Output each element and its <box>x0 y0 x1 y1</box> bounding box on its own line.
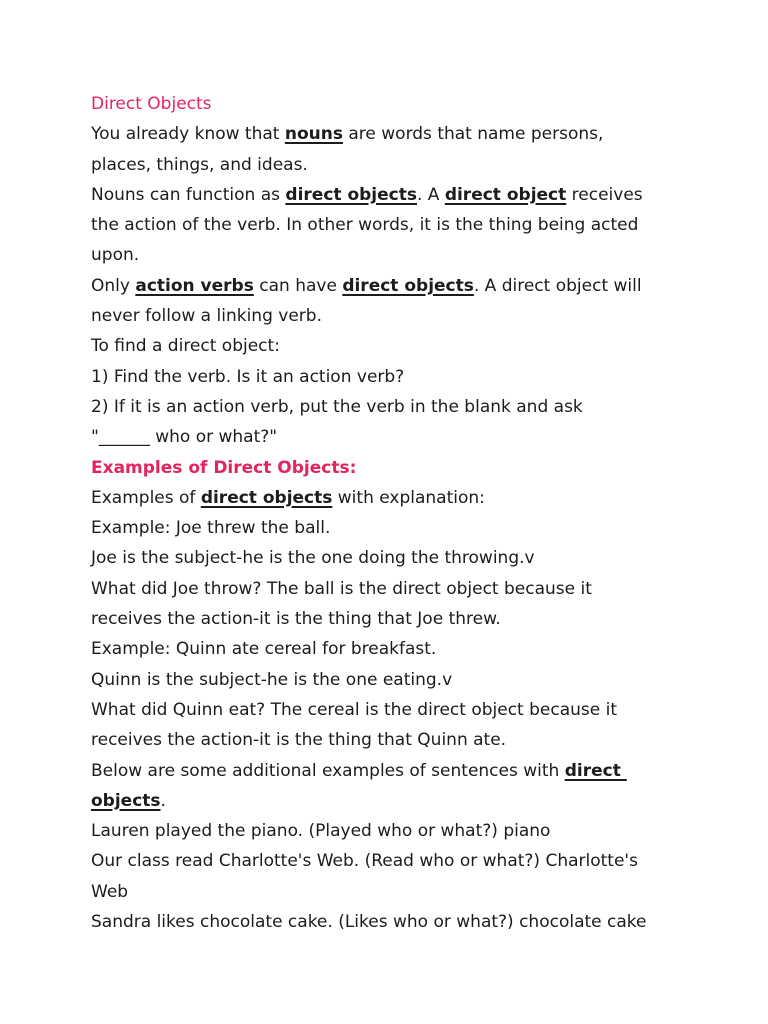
key-term: direct <box>564 760 627 781</box>
text-run: Our class read Charlotte's Web. (Read who or what?) Charlotte's <box>91 851 638 872</box>
text-run: Nouns can function as <box>91 184 286 205</box>
text-run: receives <box>566 184 643 205</box>
text-line <box>91 119 691 149</box>
text-run: "______ who or what?" <box>91 427 278 448</box>
text-run: Example: Joe threw the ball. <box>91 518 331 539</box>
text-line <box>91 756 691 786</box>
text-run: You already know that <box>91 124 285 145</box>
text-run: Only <box>91 275 136 296</box>
text-run: the action of the verb. In other words, it is the thing being acted <box>91 215 639 236</box>
text-line <box>91 180 691 210</box>
text-line <box>91 362 691 392</box>
document-text <box>91 119 691 937</box>
key-term: direct object <box>444 184 567 205</box>
text-run: can have <box>253 275 343 296</box>
text-run: Web <box>91 881 129 902</box>
text-line <box>91 271 691 301</box>
text-run: 1) Find the verb. Is it an action verb? <box>91 366 405 387</box>
key-term: direct objects <box>285 184 417 205</box>
text-run: Lauren played the piano. (Played who or what?) piano <box>91 821 551 842</box>
document-body <box>91 89 691 937</box>
text-run: Example: Quinn ate cereal for breakfast. <box>91 639 437 660</box>
page-title: Direct Objects <box>91 94 212 114</box>
text-line <box>91 786 691 816</box>
section-heading-text: Examples of Direct Objects: <box>91 457 357 478</box>
key-term: objects <box>91 790 161 811</box>
text-run: Joe is the subject-he is the one doing the throwing.v <box>91 548 535 569</box>
text-line <box>91 665 691 695</box>
text-run: . A <box>416 184 445 205</box>
text-run: receives the action-it is the thing that Quinn ate. <box>91 730 507 751</box>
text-run: are words that name persons, <box>342 124 604 145</box>
text-line <box>91 725 691 755</box>
text-run: What did Quinn eat? The cereal is the direct object because it <box>91 699 618 720</box>
text-run: . <box>160 790 166 811</box>
text-run: places, things, and ideas. <box>91 154 308 175</box>
text-run: Examples of <box>91 487 201 508</box>
text-run: What did Joe throw? The ball is the direct object because it <box>91 578 592 599</box>
text-run: never follow a linking verb. <box>91 306 322 327</box>
text-run: with explanation: <box>332 487 485 508</box>
text-run: Sandra likes chocolate cake. (Likes who or what?) chocolate cake <box>91 912 647 933</box>
text-line <box>91 301 691 331</box>
text-line <box>91 331 691 361</box>
text-line <box>91 816 691 846</box>
text-line <box>91 846 691 876</box>
text-line <box>91 877 691 907</box>
text-line <box>91 695 691 725</box>
text-line <box>91 392 691 422</box>
text-line <box>91 422 691 452</box>
text-run: 2) If it is an action verb, put the verb in the blank and ask <box>91 396 583 417</box>
text-line <box>91 150 691 180</box>
text-line <box>91 634 691 664</box>
text-line <box>91 210 691 240</box>
text-run: Quinn is the subject-he is the one eating.v <box>91 669 453 690</box>
text-line <box>91 483 691 513</box>
text-line <box>91 240 691 270</box>
section-heading <box>91 453 691 483</box>
text-line <box>91 604 691 634</box>
key-term: direct objects <box>342 275 474 296</box>
text-run: . A direct object will <box>473 275 642 296</box>
text-line <box>91 907 691 937</box>
key-term: direct objects <box>200 487 333 508</box>
key-term: nouns <box>284 124 343 145</box>
text-run: Below are some additional examples of sentences with <box>91 760 565 781</box>
key-term: action verbs <box>135 275 254 296</box>
text-line <box>91 513 691 543</box>
text-line <box>91 543 691 573</box>
text-run: receives the action-it is the thing that Joe threw. <box>91 609 501 630</box>
text-run: To find a direct object: <box>91 336 280 357</box>
text-run: upon. <box>91 245 140 266</box>
text-line <box>91 574 691 604</box>
